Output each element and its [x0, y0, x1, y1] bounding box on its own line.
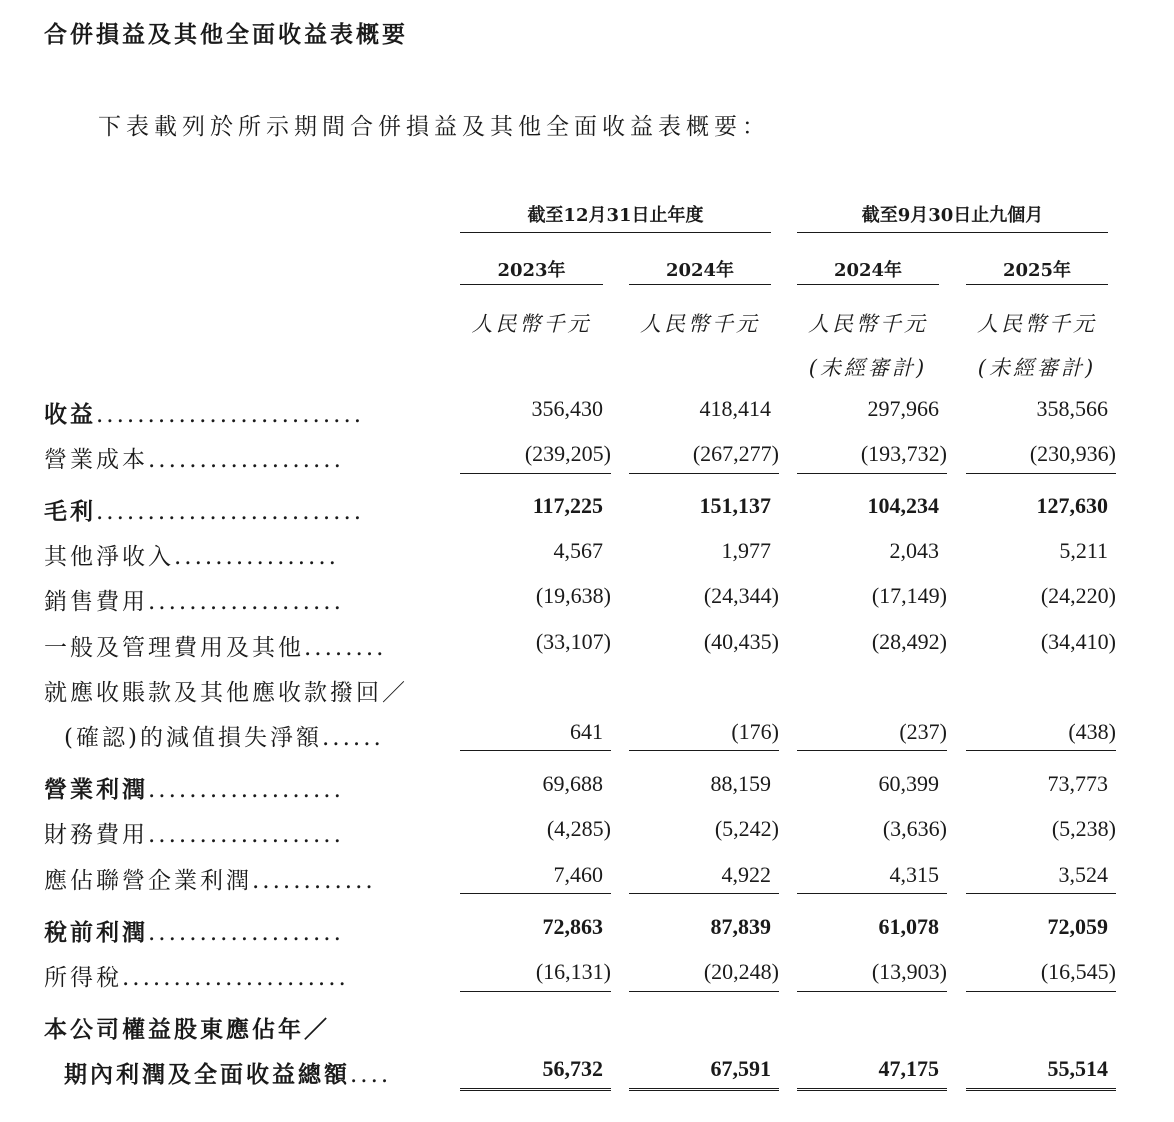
row-label: 一般及管理費用及其他........: [44, 635, 387, 661]
cell-value: (24,344): [703, 583, 779, 608]
total-double-rule: [629, 1088, 779, 1094]
column-year-rule: [629, 284, 771, 285]
cell-value: 47,175: [878, 1056, 939, 1081]
cell-value: (16,545): [1040, 959, 1116, 984]
cell-value: 73,773: [1047, 771, 1108, 796]
subtotal-rule: [629, 473, 779, 474]
total-double-rule: [797, 1088, 947, 1094]
cell-value: 61,078: [878, 914, 939, 939]
cell-value: (230,936): [1029, 441, 1116, 466]
cell-value: 72,863: [542, 914, 603, 939]
column-unit: 人民幣千元: [808, 312, 928, 336]
row-label: (確認)的減值損失淨額......: [64, 725, 384, 751]
column-note-unaudited: (未經審計): [977, 356, 1097, 380]
subtotal-rule: [629, 893, 779, 894]
intro-text: 下表載列於所示期間合併損益及其他全面收益表概要：: [98, 114, 770, 140]
subtotal-rule: [966, 991, 1116, 992]
subtotal-rule: [629, 750, 779, 751]
cell-value: (17,149): [871, 583, 947, 608]
subtotal-rule: [966, 750, 1116, 751]
column-unit: 人民幣千元: [471, 312, 592, 336]
cell-value: (438): [1068, 719, 1116, 744]
cell-value: 104,234: [867, 493, 939, 518]
cell-value: (40,435): [703, 629, 779, 654]
cell-value: 1,977: [721, 538, 771, 563]
subtotal-rule: [460, 750, 611, 751]
column-group-nine-months: 截至9月30日止九個月: [861, 205, 1044, 226]
column-unit: 人民幣千元: [977, 312, 1097, 336]
row-label: 營業利潤...................: [44, 776, 344, 803]
row-label: 營業成本...................: [44, 447, 344, 473]
cell-value: 72,059: [1047, 914, 1108, 939]
subtotal-rule: [966, 893, 1116, 894]
column-year-rule: [797, 284, 939, 285]
cell-value: (267,277): [692, 441, 779, 466]
row-label: 財務費用...................: [44, 822, 344, 848]
cell-value: 418,414: [699, 396, 771, 421]
subtotal-rule: [797, 473, 947, 474]
cell-value: 358,566: [1036, 396, 1108, 421]
cell-value: 641: [570, 719, 603, 744]
cell-value: (3,636): [882, 816, 947, 841]
row-label: 其他淨收入................: [44, 544, 339, 570]
column-year-header: 2024年: [833, 260, 903, 281]
cell-value: (4,285): [546, 816, 611, 841]
cell-value: 4,315: [889, 862, 939, 887]
cell-value: 5,211: [1059, 538, 1108, 563]
cell-value: 55,514: [1047, 1056, 1108, 1081]
column-note-unaudited: (未經審計): [808, 356, 928, 380]
cell-value: 151,137: [699, 493, 771, 518]
column-year-header: 2024年: [665, 260, 735, 281]
cell-value: 87,839: [710, 914, 771, 939]
subtotal-rule: [797, 893, 947, 894]
subtotal-rule: [460, 991, 611, 992]
column-unit: 人民幣千元: [640, 312, 760, 336]
cell-value: (28,492): [871, 629, 947, 654]
cell-value: (24,220): [1040, 583, 1116, 608]
cell-value: 88,159: [710, 771, 771, 796]
row-label: 所得稅......................: [44, 965, 349, 991]
cell-value: 117,225: [532, 493, 603, 518]
column-year-header: 2023年: [497, 260, 566, 281]
cell-value: (193,732): [860, 441, 947, 466]
column-group-fiscal-year: 截至12月31日止年度: [527, 205, 704, 226]
cell-value: (239,205): [524, 441, 611, 466]
row-label: 應佔聯營企業利潤............: [44, 868, 376, 894]
cell-value: (20,248): [703, 959, 779, 984]
row-label: 銷售費用...................: [44, 589, 344, 615]
cell-value: 3,524: [1058, 862, 1108, 887]
cell-value: (16,131): [535, 959, 611, 984]
cell-value: 4,567: [553, 538, 603, 563]
row-label: 收益..........................: [44, 401, 365, 428]
cell-value: (176): [731, 719, 779, 744]
cell-value: (33,107): [535, 629, 611, 654]
cell-value: (5,238): [1051, 816, 1116, 841]
cell-value: 67,591: [710, 1056, 771, 1081]
column-year-header: 2025年: [1002, 260, 1072, 281]
row-label: 稅前利潤...................: [44, 919, 344, 946]
row-label: 毛利..........................: [44, 498, 365, 525]
subtotal-rule: [797, 991, 947, 992]
cell-value: (237): [899, 719, 947, 744]
cell-value: 2,043: [889, 538, 939, 563]
column-group-rule: [460, 232, 771, 233]
cell-value: 4,922: [721, 862, 771, 887]
cell-value: (5,242): [714, 816, 779, 841]
cell-value: (34,410): [1040, 629, 1116, 654]
section-title: 合併損益及其他全面收益表概要: [44, 21, 408, 48]
cell-value: 56,732: [542, 1056, 603, 1081]
subtotal-rule: [460, 473, 611, 474]
cell-value: 356,430: [531, 396, 603, 421]
subtotal-rule: [797, 750, 947, 751]
row-label: 期內利潤及全面收益總額....: [64, 1061, 392, 1088]
total-double-rule: [460, 1088, 611, 1094]
cell-value: 7,460: [553, 862, 603, 887]
column-year-rule: [460, 284, 603, 285]
total-double-rule: [966, 1088, 1116, 1094]
cell-value: 69,688: [542, 771, 603, 796]
cell-value: 127,630: [1036, 493, 1108, 518]
cell-value: 297,966: [867, 396, 939, 421]
subtotal-rule: [460, 893, 611, 894]
cell-value: 60,399: [878, 771, 939, 796]
subtotal-rule: [629, 991, 779, 992]
row-label: 就應收賬款及其他應收款撥回／: [44, 680, 408, 706]
column-year-rule: [966, 284, 1108, 285]
column-group-rule: [797, 232, 1108, 233]
cell-value: (19,638): [535, 583, 611, 608]
subtotal-rule: [966, 473, 1116, 474]
row-label: 本公司權益股東應佔年／: [44, 1016, 330, 1043]
cell-value: (13,903): [871, 959, 947, 984]
